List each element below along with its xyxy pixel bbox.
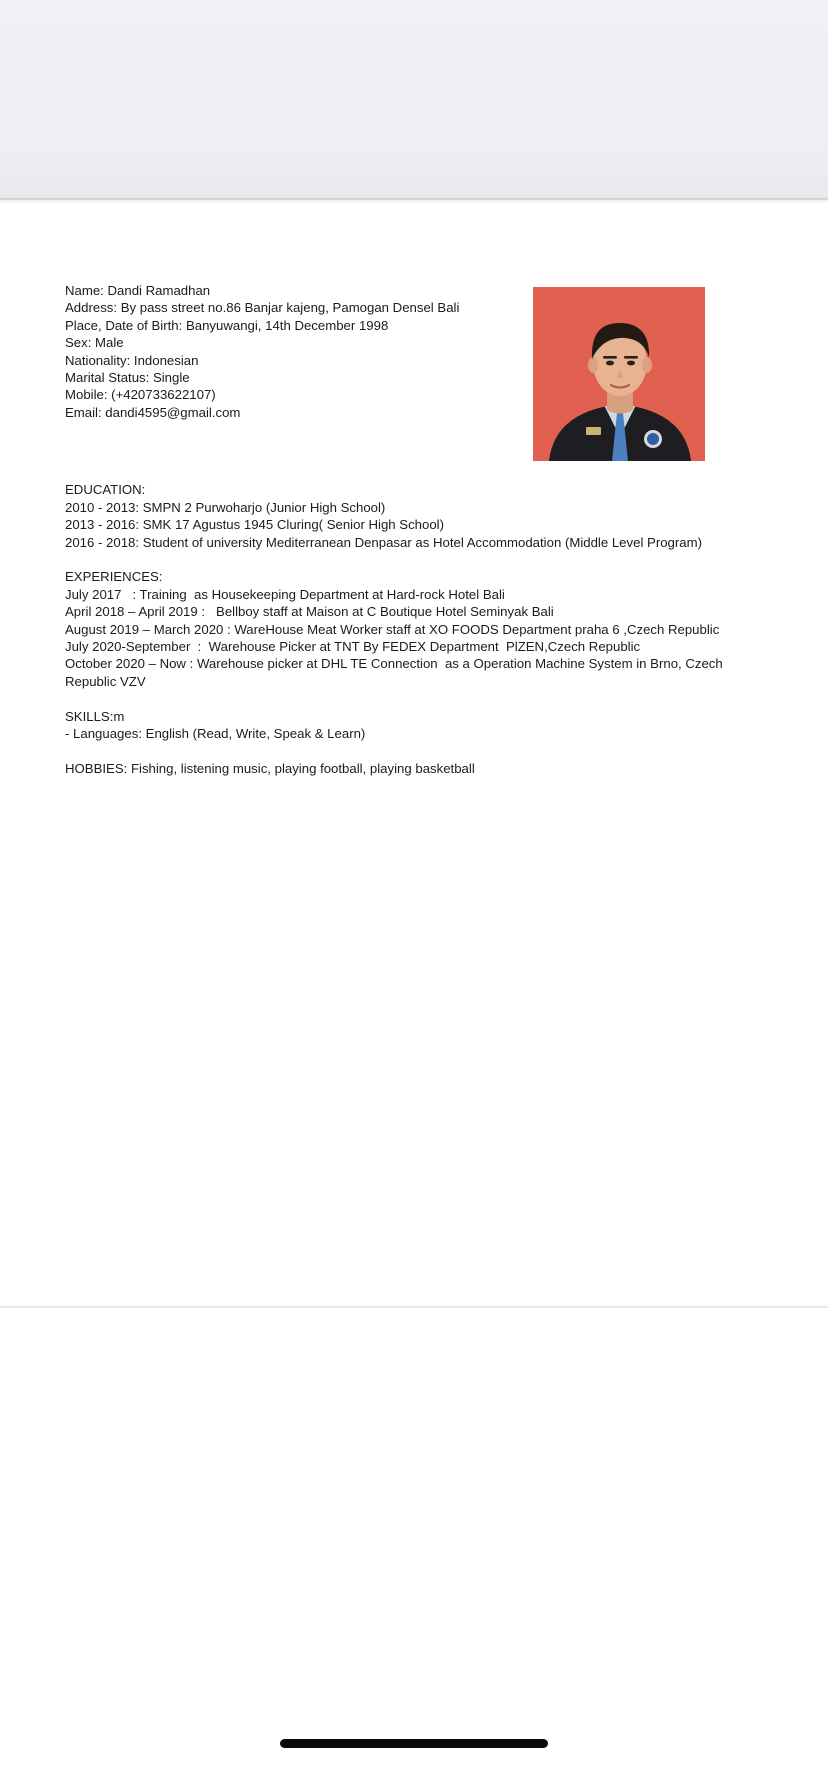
detail-birth: Place, Date of Birth: Banyuwangi, 14th December 1998 — [65, 317, 389, 333]
experiences-section — [65, 568, 765, 690]
detail-marital: Marital Status: Single — [65, 370, 190, 386]
detail-mobile: Mobile: (+420733622107) — [65, 387, 216, 403]
experience-item: October 2020 – Now : Warehouse picker at DHL TE Connection as a Operation Machine System in Brno, Czech Republic VZV — [65, 656, 727, 689]
document-page[interactable] — [0, 204, 828, 1308]
experience-item: July 2017 : Training as Housekeeping Department at Hard-rock Hotel Bali — [65, 586, 505, 602]
hobbies-text: HOBBIES: Fishing, listening music, playing football, playing basketball — [65, 760, 475, 776]
education-item: 2013 - 2016: SMK 17 Agustus 1945 Cluring( Senior High School) — [65, 517, 444, 533]
education-item: 2010 - 2013: SMPN 2 Purwoharjo (Junior High School) — [65, 499, 386, 515]
spacer — [65, 690, 765, 707]
home-indicator[interactable] — [280, 1739, 548, 1748]
cv-header — [65, 282, 765, 464]
hobbies-section — [65, 760, 765, 777]
spacer — [65, 551, 765, 568]
top-app-chrome — [0, 0, 828, 200]
experience-item: July 2020-September : Warehouse Picker at TNT By FEDEX Department PlZEN,Czech Republic — [65, 639, 641, 655]
portrait-photo — [533, 287, 705, 461]
skills-heading: SKILLS:m — [65, 708, 125, 724]
spacer — [65, 464, 765, 481]
education-heading: EDUCATION: — [65, 482, 146, 498]
spacer — [65, 742, 765, 759]
detail-address: Address: By pass street no.86 Banjar kajeng, Pamogan Densel Bali — [65, 300, 460, 316]
detail-sex: Sex: Male — [65, 335, 124, 351]
experience-item: August 2019 – March 2020 : WareHouse Meat Worker staff at XO FOODS Department praha 6 ,Czech Republic — [65, 621, 720, 637]
skills-item: - Languages: English (Read, Write, Speak & Learn) — [65, 726, 366, 742]
bottom-app-chrome — [0, 1308, 828, 1792]
education-item: 2016 - 2018: Student of university Mediterranean Denpasar as Hotel Accommodation (Middle Level Program) — [65, 534, 702, 550]
detail-nationality: Nationality: Indonesian — [65, 352, 199, 368]
personal-details-block — [65, 282, 535, 421]
document-content — [65, 282, 765, 777]
experience-item: April 2018 – April 2019 : Bellboy staff at Maison at C Boutique Hotel Seminyak Bali — [65, 604, 554, 620]
skills-section — [65, 708, 765, 743]
education-section — [65, 481, 765, 551]
experiences-heading: EXPERIENCES: — [65, 569, 163, 585]
detail-email: Email: dandi4595@gmail.com — [65, 404, 241, 420]
detail-name: Name: Dandi Ramadhan — [65, 283, 211, 298]
